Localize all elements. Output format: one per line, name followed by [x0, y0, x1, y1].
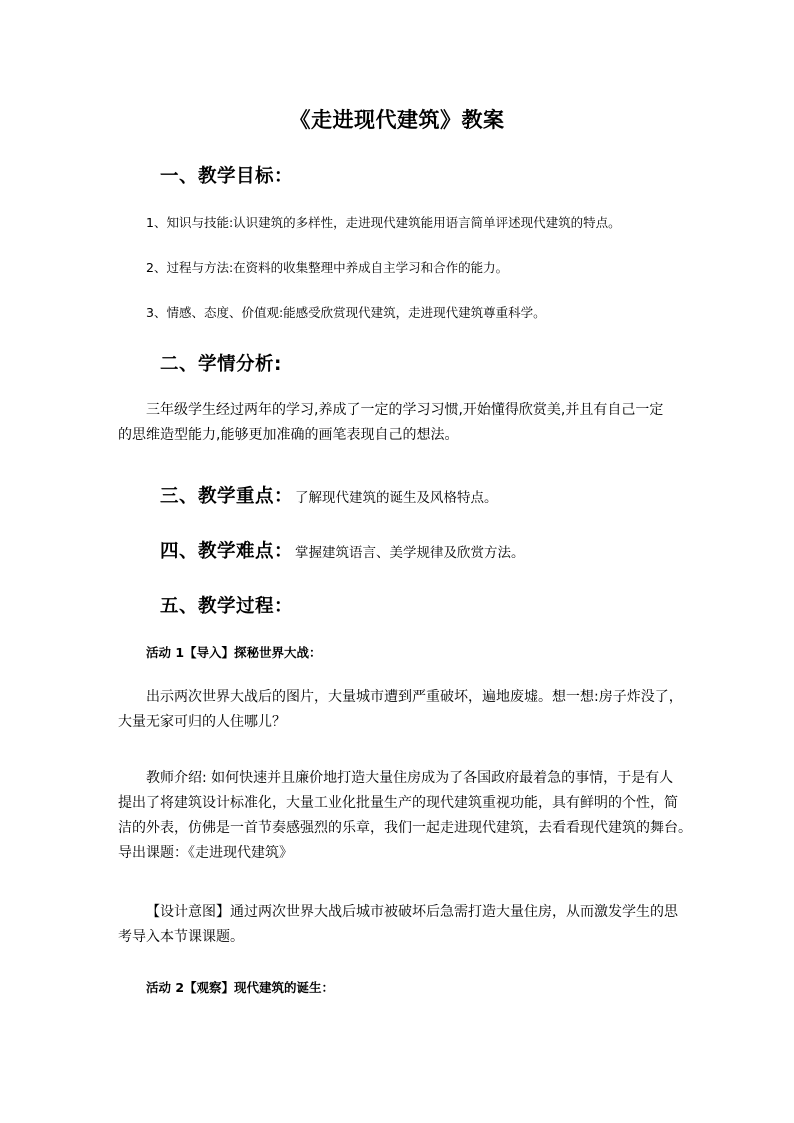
paragraph-line: 【设计意图】通过两次世界大战后城市被破坏后急需打造大量住房，从而激发学生的思	[146, 904, 678, 920]
page-title: 《走进现代建筑》教案	[289, 108, 505, 132]
section-heading-student-analysis: 二、学情分析:	[160, 354, 282, 375]
paragraph-line: 大量无家可归的人住哪儿？	[118, 714, 286, 730]
difficulties-text: 掌握建筑语言、美学规律及欣赏方法。	[295, 545, 525, 561]
activity-1-design-intent	[118, 900, 683, 950]
objective-item-1: 1、知识与技能:认识建筑的多样性，走进现代建筑能用语言简单评述现代建筑的特点。	[146, 215, 621, 230]
objective-item-3: 3、情感、态度、价值观:能感受欣赏现代建筑，走进现代建筑尊重科学。	[146, 305, 546, 320]
activity-1-paragraph-2	[118, 766, 692, 866]
paragraph-line: 考导入本节课课题。	[118, 929, 244, 945]
section-heading-key-points	[160, 482, 498, 508]
student-analysis-paragraph	[118, 398, 683, 448]
section-heading-process: 五、教学过程：	[160, 596, 294, 617]
section-heading-difficulties	[160, 537, 525, 563]
paragraph-line: 导出课题：《走进现代建筑》	[118, 845, 293, 861]
section-heading-objectives: 一、教学目标：	[160, 166, 294, 187]
objective-item-2: 2、过程与方法:在资料的收集整理中养成自主学习和合作的能力。	[146, 260, 509, 275]
heading-label: 四、教学难点：	[160, 541, 294, 562]
activity-2-heading: 活动 2【观察】现代建筑的诞生：	[146, 980, 335, 995]
paragraph-line: 的思维造型能力,能够更加准确的画笔表现自己的想法。	[118, 427, 459, 443]
paragraph-line: 三年级学生经过两年的学习,养成了一定的学习习惯,开始懂得欣赏美,并且有自己一定	[146, 402, 664, 418]
paragraph-line: 提出了将建筑设计标准化，大量工业化批量生产的现代建筑重视功能，具有鲜明的个性，简	[118, 795, 678, 811]
paragraph-line: 出示两次世界大战后的图片，大量城市遭到严重破坏，遍地废墟。想一想:房子炸没了，	[146, 689, 683, 705]
activity-1-paragraph-1	[118, 685, 683, 735]
paragraph-line: 洁的外表，仿佛是一首节奏感强烈的乐章，我们一起走进现代建筑，去看看现代建筑的舞台。	[118, 820, 692, 836]
key-points-text: 了解现代建筑的诞生及风格特点。	[295, 490, 498, 506]
paragraph-line: 教师介绍: 如何快速并且廉价地打造大量住房成为了各国政府最着急的事情，于是有人	[146, 770, 674, 786]
heading-label: 三、教学重点：	[160, 486, 294, 507]
activity-1-heading: 活动 1【导入】探秘世界大战：	[146, 645, 322, 660]
